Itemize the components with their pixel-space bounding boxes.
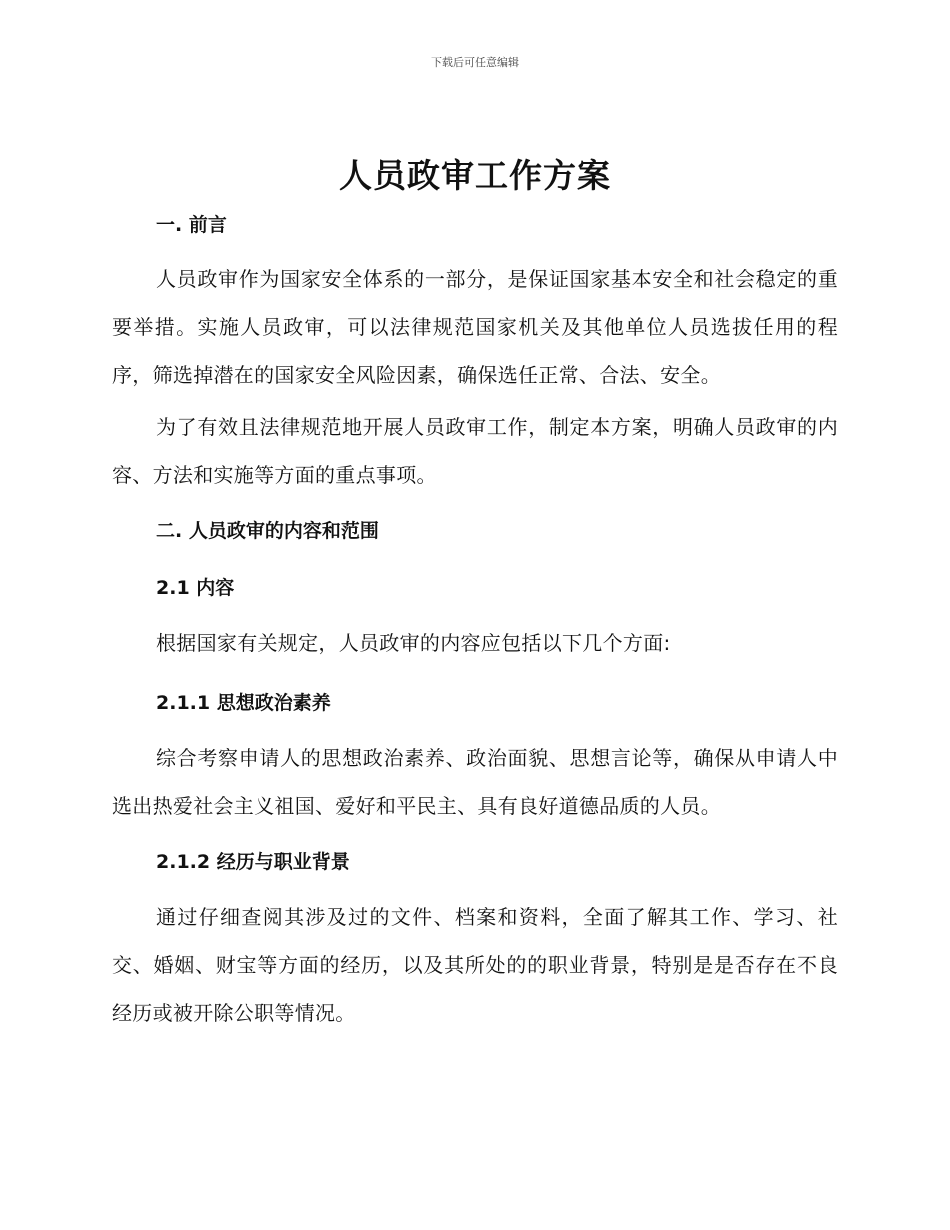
paragraph-content-intro: 根据国家有关规定，人员政审的内容应包括以下几个方面: (156, 631, 671, 655)
paragraph-preface-2: 为了有效且法律规范地开展人员政审工作，制定本方案，明确人员政审的内容、方法和实施等方面的重点事项。 (112, 415, 838, 487)
subsection-heading-content: 2.1 内容 (156, 577, 235, 599)
subsection-heading-experience: 2.1.2 经历与职业背景 (156, 851, 350, 873)
page-header: 下载后可任意编辑 (431, 56, 519, 69)
paragraph-political-quality: 综合考察申请人的思想政治素养、政治面貌、思想言论等，确保从申请人中选出热爱社会主义祖国、爱好和平民主、具有良好道德品质的人员。 (112, 746, 838, 818)
section-heading-content-scope: 二. 人员政审的内容和范围 (156, 520, 379, 542)
section-heading-preface: 一. 前言 (156, 214, 227, 236)
subsection-heading-political-quality: 2.1.1 思想政治素养 (156, 692, 331, 714)
paragraph-preface-1: 人员政审作为国家安全体系的一部分，是保证国家基本安全和社会稳定的重要举措。实施人员政审，可以法律规范国家机关及其他单位人员选拔任用的程序，筛选掉潜在的国家安全风险因素，确保选任正常、合法、安全。 (112, 267, 838, 387)
paragraph-experience: 通过仔细查阅其涉及过的文件、档案和资料，全面了解其工作、学习、社交、婚姻、财宝等方面的经历，以及其所处的的职业背景，特别是是否存在不良经历或被开除公职等情况。 (112, 905, 838, 1025)
document-title: 人员政审工作方案 (339, 156, 611, 195)
